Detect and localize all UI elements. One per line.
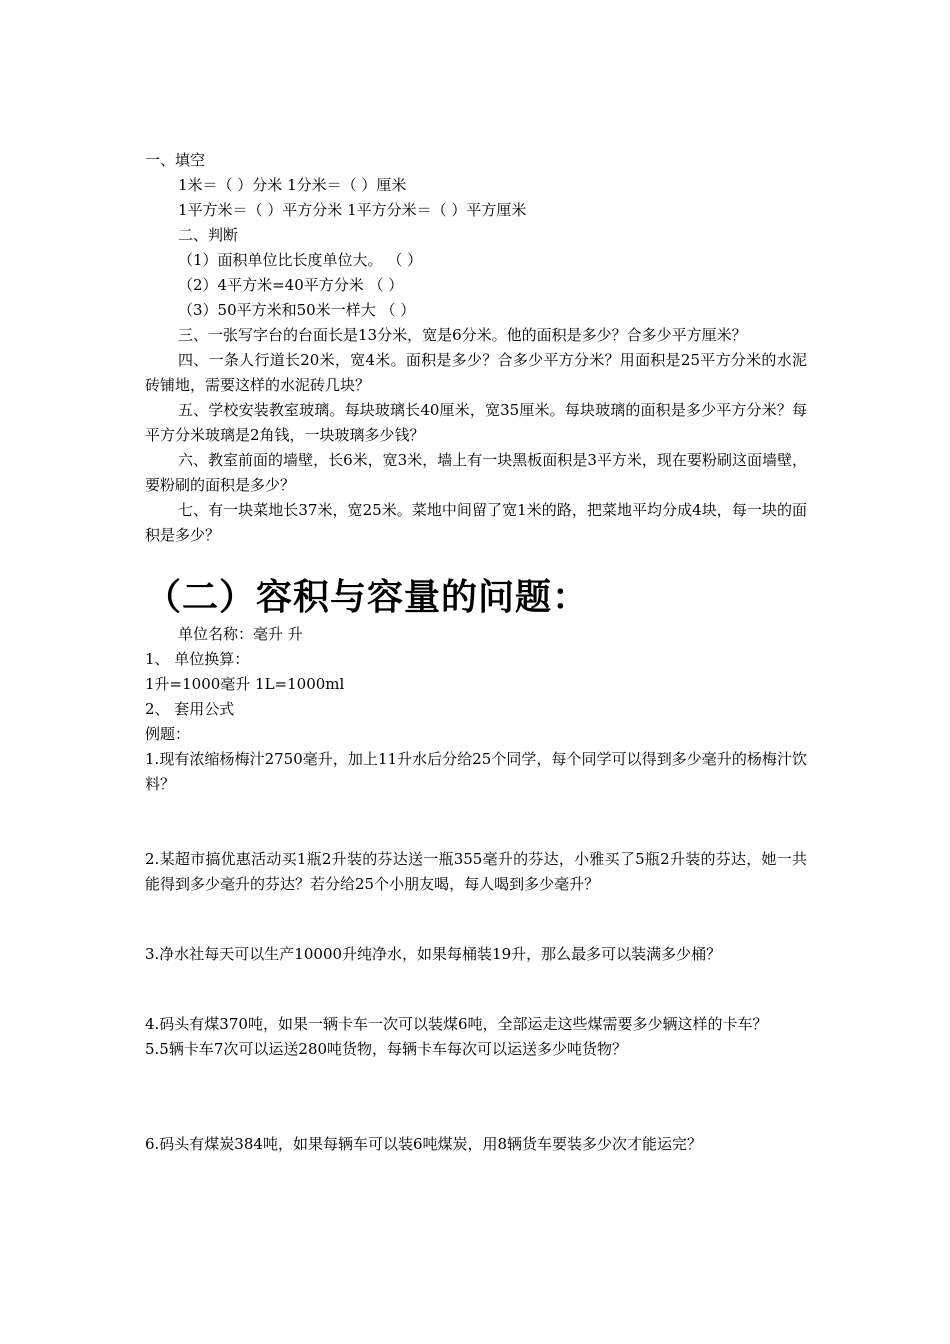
example-1: 1.现有浓缩杨梅汁2750毫升，加上11升水后分给25个同学，每个同学可以得到多少毫升的杨梅汁饮料？	[145, 750, 807, 793]
example-title: 例题：	[145, 725, 191, 743]
answer-space	[145, 967, 807, 1012]
example-2: 2.某超市搞优惠活动买1瓶2升装的芬达送一瓶355毫升的芬达，小雅买了5瓶2升装的芬达，她一共能得到多少毫升的芬达？若分给25个小朋友喝，每人喝到多少毫升？	[145, 850, 807, 893]
problem-5: 五、学校安装教室玻璃。每块玻璃长40厘米，宽35厘米。每块玻璃的面积是多少平方分米？每平方分米玻璃是2角钱，一块玻璃多少钱？	[145, 401, 807, 444]
problem-4: 四、一条人行道长20米，宽4米。面积是多少？合多少平方分米？用面积是25平方分米的水泥砖铺地，需要这样的水泥砖几块？	[145, 351, 807, 394]
answer-space	[145, 897, 807, 942]
formula-title: 2、 套用公式	[145, 700, 235, 718]
problem-3: 三、一张写字台的台面长是13分米，宽是6分米。他的面积是多少？合多少平方厘米？	[178, 326, 747, 344]
example-3: 3.净水社每天可以生产10000升纯净水，如果每桶装19升，那么最多可以装满多少桶？	[145, 945, 722, 963]
document-content	[145, 148, 807, 1157]
unit-names: 单位名称：毫升 升	[178, 625, 303, 643]
fill-line-1: 1米＝（ ）分米 1分米＝（ ）厘米	[178, 176, 407, 194]
conversion-title: 1、 单位换算：	[145, 650, 250, 668]
conversion-rule: 1升=1000毫升 1L=1000ml	[145, 675, 345, 693]
example-5: 5.5辆卡车7次可以运送280吨货物，每辆卡车每次可以运送多少吨货物？	[145, 1040, 628, 1058]
judge-item-3: （3）50平方米和50米一样大 （ ）	[178, 301, 416, 319]
problem-6: 六、教室前面的墙壁，长6米，宽3米，墙上有一块黑板面积是3平方米，现在要粉刷这面墙壁，要粉刷的面积是多少？	[145, 451, 807, 494]
judge-item-1: （1）面积单位比长度单位大。 （ ）	[178, 251, 423, 269]
fill-line-2: 1平方米＝（ ）平方分米 1平方分米＝（ ）平方厘米	[178, 201, 527, 219]
answer-space	[145, 1062, 807, 1132]
problem-7: 七、有一块菜地长37米，宽25米。菜地中间留了宽1米的路，把菜地平均分成4块，每一块的面积是多少？	[145, 501, 807, 544]
judge-item-2: （2）4平方米=40平方分米 （ ）	[178, 276, 404, 294]
section-heading-volume: （二）容积与容量的问题：	[145, 577, 590, 618]
section-title-fill-blank: 一、填空	[145, 151, 206, 169]
section-title-judge: 二、判断	[178, 226, 239, 244]
example-4: 4.码头有煤370吨，如果一辆卡车一次可以装煤6吨，全部运走这些煤需要多少辆这样的卡车？	[145, 1015, 768, 1033]
answer-space	[145, 797, 807, 847]
example-6: 6.码头有煤炭384吨，如果每辆车可以装6吨煤炭，用8辆货车要装多少次才能运完？	[145, 1135, 703, 1153]
